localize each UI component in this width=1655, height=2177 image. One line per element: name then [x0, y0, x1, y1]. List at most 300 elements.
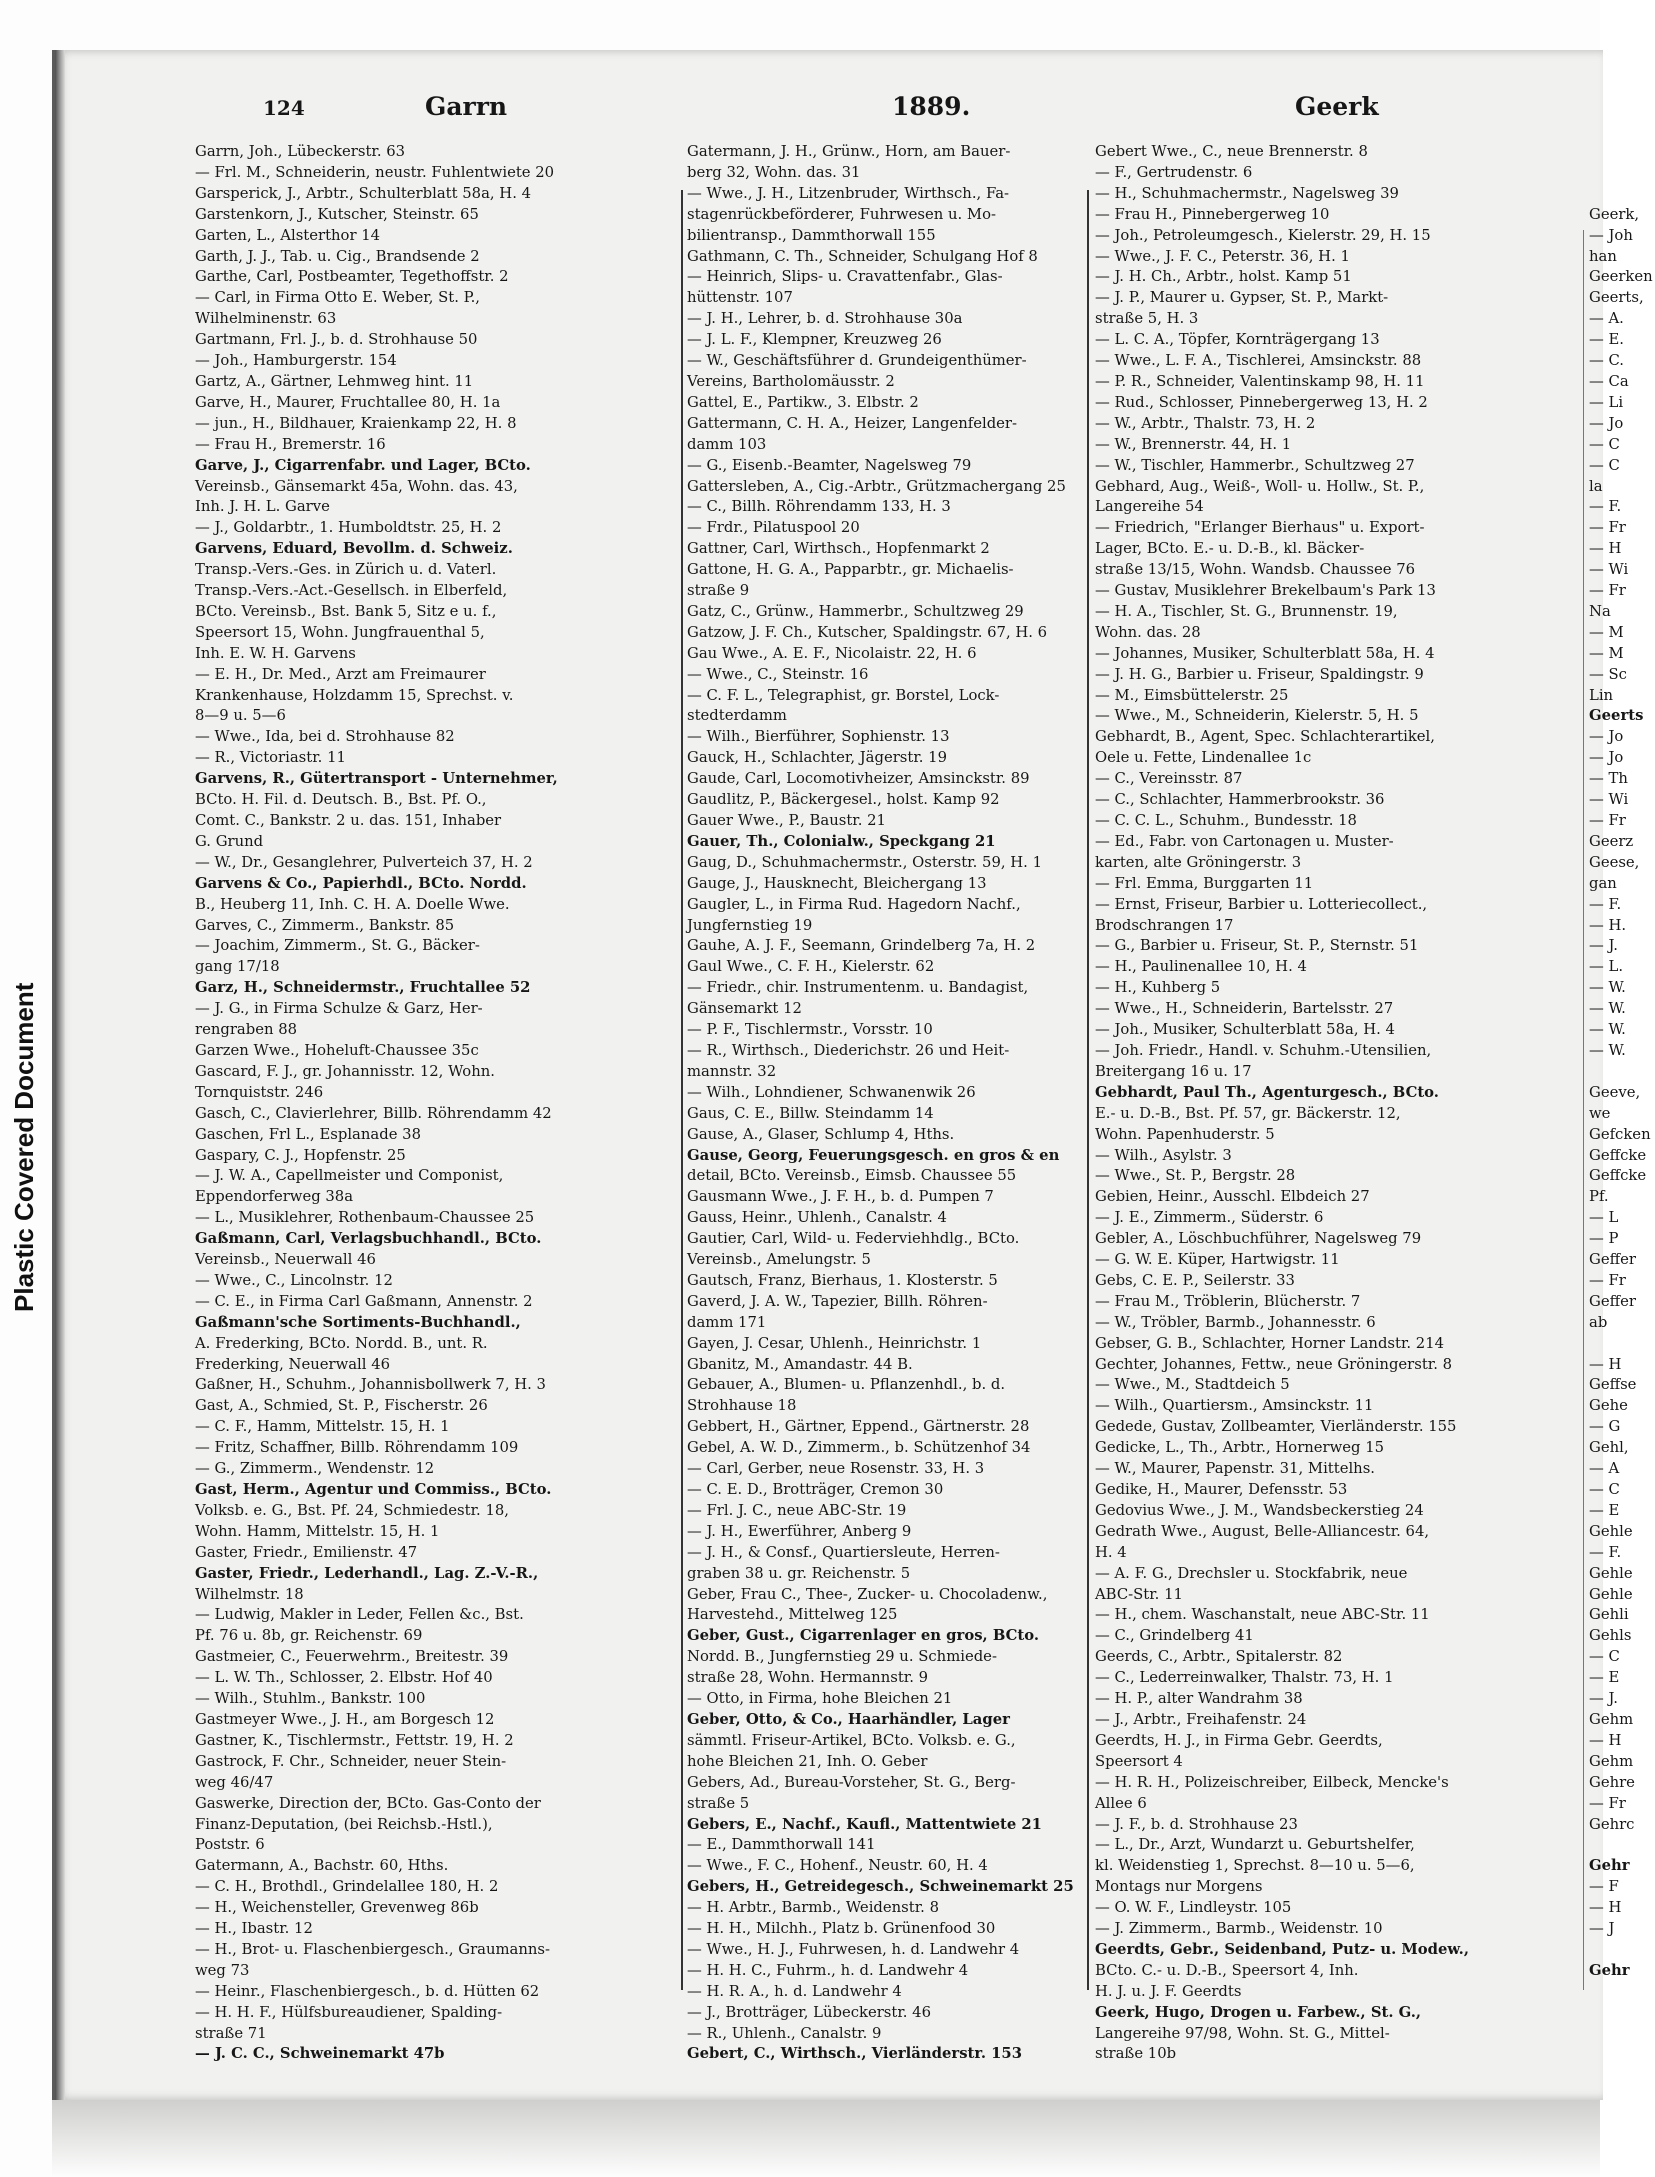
- directory-entry: Garvens, R., Gütertransport - Unternehmer,: [195, 770, 558, 788]
- directory-entry: Garve, H., Maurer, Fruchtallee 80, H. 1a: [195, 393, 501, 411]
- directory-entry: Garstenkorn, J., Kutscher, Steinstr. 65: [195, 205, 479, 223]
- directory-entry: Gebert, C., Wirthsch., Vierländerstr. 153: [687, 2045, 1023, 2063]
- directory-entry: — W.: [1589, 1000, 1626, 1018]
- directory-entry: Geffer: [1589, 1251, 1636, 1269]
- directory-entry: — W., Geschäftsführer d. Grundeigenthümer-: [687, 352, 1027, 370]
- directory-entry: Transp.-Vers.-Act.-Gesellsch. in Elberfeld,: [195, 582, 508, 600]
- directory-entry: Inh. J. H. L. Garve: [195, 498, 330, 516]
- directory-entry: Gebert Wwe., C., neue Brennerstr. 8: [1095, 143, 1368, 160]
- directory-entry: Gaudlitz, P., Bäckergesel., holst. Kamp 92: [687, 791, 1000, 809]
- directory-entry: — Gustav, Musiklehrer Brekelbaum's Park 13: [1095, 582, 1436, 600]
- directory-entry: Krankenhause, Holzdamm 15, Sprechst. v.: [195, 686, 514, 704]
- directory-entry: Gebhard, Aug., Weiß-, Woll- u. Hollw., St. P.,: [1095, 477, 1425, 495]
- directory-entry: Geeve,: [1589, 1083, 1641, 1101]
- directory-entry: Gaspary, C. J., Hopfenstr. 25: [195, 1146, 406, 1164]
- directory-entry: Lin: [1589, 686, 1614, 704]
- directory-entry: — J. H. Ch., Arbtr., holst. Kamp 51: [1095, 268, 1352, 286]
- directory-entry: Gebhardt, B., Agent, Spec. Schlachterartikel,: [1095, 728, 1435, 746]
- directory-entry: Gebbert, H., Gärtner, Eppend., Gärtnerstr. 28: [687, 1418, 1030, 1436]
- directory-entry: — Joh., Hamburgerstr. 154: [195, 352, 397, 370]
- directory-entry: [1589, 1334, 1655, 1355]
- directory-entry: la: [1589, 477, 1603, 495]
- directory-entry: Garvens, Eduard, Bevollm. d. Schweiz.: [195, 540, 513, 558]
- directory-entry: — H: [1589, 1899, 1622, 1917]
- directory-entry: Gehle: [1589, 1522, 1633, 1540]
- directory-entry: Garthe, Carl, Postbeamter, Tegethoffstr. 2: [195, 268, 509, 286]
- directory-entry: Gehm: [1589, 1752, 1634, 1770]
- directory-entry: 8—9 u. 5—6: [195, 707, 286, 725]
- directory-entry: — J.: [1589, 937, 1618, 955]
- directory-entry: — J. H. G., Barbier u. Friseur, Spaldingstr. 9: [1095, 665, 1424, 683]
- directory-entry: Gebs, C. E. P., Seilerstr. 33: [1095, 1271, 1295, 1289]
- directory-entry: — Otto, in Firma, hohe Bleichen 21: [687, 1690, 953, 1708]
- directory-entry: Breitergang 16 u. 17: [1095, 1062, 1252, 1080]
- directory-entry: Gau Wwe., A. E. F., Nicolaistr. 22, H. 6: [687, 644, 977, 662]
- directory-entry: — J. G., in Firma Schulze & Garz, Her-: [195, 1000, 483, 1018]
- directory-entry: Geerdts, H. J., in Firma Gebr. Geerdts,: [1095, 1731, 1383, 1749]
- directory-entry: Pf.: [1589, 1188, 1609, 1206]
- directory-entry: — Carl, Gerber, neue Rosenstr. 33, H. 3: [687, 1460, 985, 1478]
- directory-entry: — Wwe., J. F. C., Peterstr. 36, H. 1: [1095, 247, 1350, 265]
- directory-entry: — A.: [1589, 310, 1624, 328]
- column-divider: [681, 190, 683, 1990]
- directory-entry: Gaßmann, Carl, Verlagsbuchhandl., BCto.: [195, 1230, 542, 1248]
- directory-entry: sämmtl. Friseur-Artikel, BCto. Volksb. e. G.,: [687, 1731, 1016, 1749]
- directory-entry: — H: [1589, 1731, 1622, 1749]
- directory-entry: Gatermann, J. H., Grünw., Horn, am Bauer-: [687, 143, 1011, 160]
- header-left-keyword: Garrn: [425, 92, 508, 121]
- directory-entry: Gedrath Wwe., August, Belle-Alliancestr. 64,: [1095, 1522, 1430, 1540]
- directory-entry: — C. C. L., Schuhm., Bundesstr. 18: [1095, 812, 1357, 829]
- directory-entry: Gatermann, A., Bachstr. 60, Hths.: [195, 1857, 449, 1875]
- directory-entry: Gatz, C., Grünw., Hammerbr., Schultzweg 29: [687, 602, 1024, 620]
- directory-entry: Vereinsb., Gänsemarkt 45a, Wohn. das. 43,: [195, 477, 518, 495]
- directory-entry: — W., Brennerstr. 44, H. 1: [1095, 435, 1292, 453]
- directory-entry: — Wwe., M., Schneiderin, Kielerstr. 5, H. 5: [1095, 707, 1419, 725]
- directory-entry: Harvestehd., Mittelweg 125: [687, 1606, 898, 1624]
- directory-entry: weg 73: [195, 1961, 250, 1979]
- directory-entry: — Frau H., Bremerstr. 16: [195, 435, 386, 453]
- directory-entry: — L. C. A., Töpfer, Kornträgergang 13: [1095, 331, 1380, 349]
- directory-entry: — J., Brotträger, Lübeckerstr. 46: [687, 2003, 932, 2021]
- directory-entry: — Heinrich, Slips- u. Cravattenfabr., Glas-: [687, 268, 1003, 286]
- directory-entry: — C. E., in Firma Carl Gaßmann, Annenstr. 2: [195, 1292, 533, 1310]
- directory-entry: [1589, 184, 1655, 205]
- directory-entry: — Li: [1589, 393, 1624, 411]
- directory-entry: — Sc: [1589, 665, 1627, 683]
- directory-entry: Geber, Otto, & Co., Haarhändler, Lager: [687, 1710, 1010, 1728]
- directory-entry: Gebser, G. B., Schlachter, Horner Landstr. 214: [1095, 1334, 1445, 1352]
- directory-entry: — A: [1589, 1460, 1620, 1478]
- directory-entry: Gebler, A., Löschbuchführer, Nagelsweg 79: [1095, 1230, 1422, 1248]
- directory-entry: Geerts: [1589, 707, 1644, 725]
- directory-entry: — Fritz, Schaffner, Billb. Röhrendamm 109: [195, 1439, 519, 1457]
- directory-entry: Gasch, C., Clavierlehrer, Billb. Röhrendamm 42: [195, 1104, 552, 1122]
- directory-entry: Geerken: [1589, 268, 1653, 286]
- directory-entry: — H., Ibastr. 12: [195, 1920, 313, 1938]
- directory-entry: — W.: [1589, 1021, 1626, 1039]
- directory-entry: — Ca: [1589, 372, 1629, 390]
- directory-entry: hohe Bleichen 21, Inh. O. Geber: [687, 1752, 928, 1770]
- directory-entry: — Wilh., Quartiersm., Amsinckstr. 11: [1095, 1397, 1374, 1415]
- directory-entry: — M: [1589, 644, 1624, 662]
- directory-entry: Geerk,: [1589, 205, 1640, 223]
- directory-entry: — P. F., Tischlermstr., Vorsstr. 10: [687, 1021, 933, 1039]
- directory-entry: — Friedr., chir. Instrumentenm. u. Bandagist,: [687, 979, 1029, 997]
- directory-entry: Gehli: [1589, 1606, 1629, 1624]
- directory-entry: Gattone, H. G. A., Papparbtr., gr. Michaelis-: [687, 561, 1014, 579]
- directory-entry: — L., Dr., Arzt, Wundarzt u. Geburtshelfer,: [1095, 1836, 1415, 1854]
- column-divider: [1087, 190, 1089, 1990]
- directory-entry: — C. F. L., Telegraphist, gr. Borstel, Lock-: [687, 686, 1000, 704]
- directory-entry: Oele u. Fette, Lindenallee 1c: [1095, 749, 1312, 767]
- directory-entry: Speersort 4: [1095, 1752, 1183, 1770]
- directory-entry: — C., Grindelberg 41: [1095, 1627, 1254, 1645]
- directory-entry: Gaschen, Frl L., Esplanade 38: [195, 1125, 421, 1143]
- directory-entry: — Ed., Fabr. von Cartonagen u. Muster-: [1095, 832, 1394, 850]
- directory-entry: Gehr: [1589, 1961, 1630, 1979]
- directory-entry: Gehrc: [1589, 1815, 1635, 1833]
- directory-entry: detail, BCto. Vereinsb., Eimsb. Chaussee 55: [687, 1167, 1017, 1185]
- directory-entry: — Joh., Petroleumgesch., Kielerstr. 29, H. 15: [1095, 226, 1431, 244]
- directory-entry: — H., Schuhmachermstr., Nagelsweg 39: [1095, 184, 1399, 202]
- directory-entry: — H: [1589, 540, 1622, 558]
- directory-entry: Gedike, H., Maurer, Defensstr. 53: [1095, 1481, 1348, 1498]
- directory-entry: Pf. 76 u. 8b, gr. Reichenstr. 69: [195, 1627, 423, 1645]
- directory-entry: Gehr: [1589, 1857, 1630, 1875]
- directory-entry: Gbanitz, M., Amandastr. 44 B.: [687, 1355, 913, 1373]
- directory-entry: Geffer: [1589, 1292, 1636, 1310]
- directory-entry: Gehm: [1589, 1710, 1634, 1728]
- directory-entry: — Frl. J. C., neue ABC-Str. 19: [687, 1501, 907, 1519]
- directory-entry: Geerk, Hugo, Drogen u. Farbew., St. G.,: [1095, 2003, 1422, 2021]
- directory-entry: — Ludwig, Makler in Leder, Fellen &c., Bst.: [195, 1606, 524, 1624]
- directory-entry: Nordd. B., Jungfernstieg 29 u. Schmiede-: [687, 1648, 997, 1666]
- directory-entry: Wohn. das. 28: [1095, 623, 1201, 641]
- directory-entry: Gebel, A. W. D., Zimmerm., b. Schützenhof 34: [687, 1439, 1031, 1457]
- directory-entry: Strohhause 18: [687, 1397, 797, 1415]
- directory-entry: Gauck, H., Schlachter, Jägerstr. 19: [687, 749, 948, 767]
- directory-entry: Geerts,: [1589, 289, 1644, 307]
- directory-entry: — C: [1589, 1481, 1620, 1498]
- directory-entry: — C., Billh. Röhrendamm 133, H. 3: [687, 498, 951, 516]
- directory-entry: — C: [1589, 456, 1620, 474]
- directory-entry: — J. H., Ewerführer, Anberg 9: [687, 1522, 912, 1540]
- directory-entry: Jungfernstieg 19: [687, 916, 813, 934]
- directory-entry: Gastmeier, C., Feuerwehrm., Breitestr. 39: [195, 1648, 509, 1666]
- directory-entry: — Th: [1589, 770, 1628, 788]
- directory-entry: G. Grund: [195, 832, 264, 850]
- directory-entry: — Frl. M., Schneiderin, neustr. Fuhlentwiete 20: [195, 163, 555, 181]
- directory-entry: stagenrückbeförderer, Fuhrwesen u. Mo-: [687, 205, 996, 223]
- book-binding: [55, 50, 65, 2100]
- directory-entry: Gedicke, L., Th., Arbtr., Hornerweg 15: [1095, 1439, 1385, 1457]
- directory-entry: BCto. Vereinsb., Bst. Bank 5, Sitz e u. f.,: [195, 602, 497, 620]
- directory-entry: Gehe: [1589, 1397, 1628, 1415]
- directory-entry: — W., Maurer, Papenstr. 31, Mittelhs.: [1095, 1460, 1376, 1478]
- directory-entry: Geese,: [1589, 853, 1640, 871]
- directory-entry: Transp.-Vers.-Ges. in Zürich u. d. Vaterl.: [195, 561, 497, 579]
- directory-entry: Gauss, Heinr., Uhlenh., Canalstr. 4: [687, 1209, 947, 1227]
- directory-entry: — Frau M., Tröblerin, Blücherstr. 7: [1095, 1292, 1361, 1310]
- directory-entry: Garsperick, J., Arbtr., Schulterblatt 58a, H. 4: [195, 184, 532, 202]
- directory-entry: Gayen, J. Cesar, Uhlenh., Heinrichstr. 1: [687, 1334, 982, 1352]
- directory-entry: Inh. E. W. H. Garvens: [195, 644, 356, 662]
- directory-entry: — J. W. A., Capellmeister und Componist,: [195, 1167, 504, 1185]
- directory-entry: Eppendorferweg 38a: [195, 1188, 354, 1206]
- page-header: [115, 92, 1465, 132]
- directory-entry: — H. H., Milchh., Platz b. Grünenfood 30: [687, 1920, 996, 1938]
- directory-entry: — J., Arbtr., Freihafenstr. 24: [1095, 1710, 1307, 1728]
- directory-entry: Geber, Gust., Cigarrenlager en gros, BCto.: [687, 1627, 1039, 1645]
- directory-entry: — J: [1589, 1920, 1615, 1938]
- directory-entry: E.- u. D.-B., Bst. Pf. 57, gr. Bäckerstr. 12,: [1095, 1104, 1401, 1122]
- directory-entry: — Wi: [1589, 791, 1629, 809]
- directory-entry: Gast, Herm., Agentur und Commiss., BCto.: [195, 1481, 552, 1498]
- directory-entry: Geerdts, Gebr., Seidenband, Putz- u. Modew.,: [1095, 1940, 1469, 1958]
- directory-entry: Gathmann, C. Th., Schneider, Schulgang Hof 8: [687, 247, 1038, 265]
- directory-entry: Gastner, K., Tischlermstr., Fettstr. 19, H. 2: [195, 1731, 514, 1749]
- directory-entry: we: [1589, 1104, 1611, 1122]
- directory-entry: — Wi: [1589, 561, 1629, 579]
- directory-entry: — Wwe., St. P., Bergstr. 28: [1095, 1167, 1296, 1185]
- directory-entry: Geber, Frau C., Thee-, Zucker- u. Chocoladenw.,: [687, 1585, 1048, 1603]
- directory-entry: — W.: [1589, 1041, 1626, 1059]
- directory-entry: — H., Kuhberg 5: [1095, 979, 1221, 997]
- header-right-keyword: Geerk: [1295, 92, 1379, 121]
- directory-entry: Gehl,: [1589, 1439, 1629, 1457]
- directory-entry: han: [1589, 247, 1617, 265]
- directory-entry: — W., Dr., Gesanglehrer, Pulverteich 37, H. 2: [195, 853, 533, 871]
- directory-entry: straße 10b: [1095, 2045, 1177, 2063]
- directory-entry: — Joh., Musiker, Schulterblatt 58a, H. 4: [1095, 1021, 1395, 1039]
- directory-entry: stedterdamm: [687, 707, 787, 725]
- directory-entry: — L., Musiklehrer, Rothenbaum-Chaussee 25: [195, 1209, 535, 1227]
- directory-entry: — Jo: [1589, 749, 1624, 767]
- directory-entry: [1589, 1835, 1655, 1856]
- directory-entry: straße 13/15, Wohn. Wandsb. Chaussee 76: [1095, 561, 1416, 579]
- directory-entry: straße 5: [687, 1794, 750, 1812]
- directory-entry: berg 32, Wohn. das. 31: [687, 163, 861, 181]
- directory-entry: — M: [1589, 623, 1624, 641]
- directory-entry: Gehle: [1589, 1564, 1633, 1582]
- directory-entry: A. Frederking, BCto. Nordd. B., unt. R.: [195, 1334, 488, 1352]
- directory-entry: Brodschrangen 17: [1095, 916, 1234, 934]
- directory-entry: — Fr: [1589, 519, 1626, 537]
- directory-entry: Gascard, F. J., gr. Johannisstr. 12, Wohn.: [195, 1062, 495, 1080]
- directory-entry: — Carl, in Firma Otto E. Weber, St. P.,: [195, 289, 480, 307]
- directory-entry: Frederking, Neuerwall 46: [195, 1355, 391, 1373]
- directory-entry: — Fr: [1589, 812, 1626, 829]
- directory-entry: — J. P., Maurer u. Gypser, St. P., Markt-: [1095, 289, 1389, 307]
- directory-entry: Geffse: [1589, 1376, 1637, 1394]
- directory-entry: Geerds, C., Arbtr., Spitalerstr. 82: [1095, 1648, 1343, 1666]
- directory-entry: Geffcke: [1589, 1167, 1647, 1185]
- directory-entry: Gaswerke, Direction der, BCto. Gas-Conto der: [195, 1794, 541, 1812]
- directory-entry: Finanz-Deputation, (bei Reichsb.-Hstl.),: [195, 1815, 493, 1833]
- directory-entry: — H., chem. Waschanstalt, neue ABC-Str. 11: [1095, 1606, 1430, 1624]
- directory-page: [52, 50, 1653, 2100]
- directory-entry: — Jo: [1589, 728, 1624, 746]
- directory-entry: Gauge, J., Hausknecht, Bleichergang 13: [687, 874, 987, 892]
- directory-entry: — O. W. F., Lindleystr. 105: [1095, 1899, 1292, 1917]
- directory-entry: Gefcken: [1589, 1125, 1651, 1143]
- directory-entry: Garrn, Joh., Lübeckerstr. 63: [195, 143, 406, 160]
- directory-entry: — C: [1589, 1648, 1620, 1666]
- directory-entry: Lager, BCto. E.- u. D.-B., kl. Bäcker-: [1095, 540, 1365, 558]
- column-1: [195, 142, 673, 2065]
- directory-entry: — G: [1589, 1418, 1621, 1436]
- directory-entry: Wohn. Hamm, Mittelstr. 15, H. 1: [195, 1522, 440, 1540]
- directory-entry: — W.: [1589, 979, 1626, 997]
- directory-entry: Gebers, H., Getreidegesch., Schweinemarkt 25: [687, 1878, 1074, 1896]
- directory-entry: — C. H., Brothdl., Grindelallee 180, H. 2: [195, 1878, 499, 1896]
- directory-entry: rengraben 88: [195, 1021, 298, 1039]
- directory-entry: — Wwe., H. J., Fuhrwesen, h. d. Landwehr 4: [687, 1940, 1020, 1958]
- column-2: [687, 142, 1083, 2065]
- directory-entry: hüttenstr. 107: [687, 289, 793, 307]
- directory-entry: Gänsemarkt 12: [687, 1000, 802, 1018]
- directory-entry: Gehls: [1589, 1627, 1632, 1645]
- directory-entry: straße 9: [687, 582, 750, 600]
- directory-entry: [1589, 142, 1655, 163]
- directory-entry: Volksb. e. G., Bst. Pf. 24, Schmiedestr. 18,: [195, 1501, 509, 1519]
- directory-entry: ABC-Str. 11: [1095, 1585, 1183, 1603]
- directory-entry: Gausmann Wwe., J. F. H., b. d. Pumpen 7: [687, 1188, 994, 1206]
- directory-entry: — Johannes, Musiker, Schulterblatt 58a, H. 4: [1095, 644, 1435, 662]
- directory-entry: Vereinsb., Neuerwall 46: [195, 1251, 376, 1269]
- directory-entry: Gaverd, J. A. W., Tapezier, Billh. Röhren-: [687, 1292, 988, 1310]
- directory-entry: gang 17/18: [195, 958, 280, 976]
- directory-entry: [1589, 1062, 1655, 1083]
- directory-entry: — W., Tröbler, Barmb., Johannesstr. 6: [1095, 1313, 1376, 1331]
- directory-entry: — Friedrich, "Erlanger Bierhaus" u. Export-: [1095, 519, 1425, 537]
- side-label: Plastic Covered Document: [9, 982, 39, 1312]
- page-gutter: [1583, 230, 1584, 1990]
- directory-entry: Allee 6: [1095, 1794, 1147, 1812]
- directory-entry: — F.: [1589, 895, 1622, 913]
- directory-entry: — E: [1589, 1501, 1620, 1519]
- column-3: [1095, 142, 1505, 2065]
- directory-entry: — J., Goldarbtr., 1. Humboldtstr. 25, H. 2: [195, 519, 502, 537]
- directory-entry: — Wwe., L. F. A., Tischlerei, Amsinckstr. 88: [1095, 352, 1422, 370]
- directory-entry: — Fr: [1589, 582, 1626, 600]
- directory-entry: Montags nur Morgens: [1095, 1878, 1263, 1896]
- directory-entry: bilientransp., Dammthorwall 155: [687, 226, 936, 244]
- directory-entry: — R., Uhlenh., Canalstr. 9: [687, 2024, 882, 2042]
- directory-entry: B., Heuberg 11, Inh. C. H. A. Doelle Wwe.: [195, 895, 510, 913]
- directory-entry: — W., Arbtr., Thalstr. 73, H. 2: [1095, 414, 1316, 432]
- directory-entry: — Wwe., F. C., Hohenf., Neustr. 60, H. 4: [687, 1857, 988, 1875]
- directory-entry: — L: [1589, 1209, 1619, 1227]
- directory-entry: Gause, Georg, Feuerungsgesch. en gros & en: [687, 1146, 1060, 1164]
- directory-entry: — Wilh., Lohndiener, Schwanenwik 26: [687, 1083, 976, 1101]
- directory-entry: Gebhardt, Paul Th., Agenturgesch., BCto.: [1095, 1083, 1439, 1101]
- directory-entry: Tornquiststr. 246: [195, 1083, 324, 1101]
- directory-entry: BCto. C.- u. D.-B., Speersort 4, Inh.: [1095, 1961, 1359, 1979]
- directory-entry: Gaus, C. E., Billw. Steindamm 14: [687, 1104, 934, 1122]
- directory-entry: — C., Vereinsstr. 87: [1095, 770, 1243, 788]
- directory-entry: — J.: [1589, 1690, 1618, 1708]
- header-year: 1889.: [892, 92, 971, 121]
- directory-entry: Gebers, E., Nachf., Kaufl., Mattentwiete 21: [687, 1815, 1042, 1833]
- directory-entry: Gechter, Johannes, Fettw., neue Gröningerstr. 8: [1095, 1355, 1453, 1373]
- directory-entry: Gaude, Carl, Locomotivheizer, Amsinckstr. 89: [687, 770, 1030, 788]
- directory-entry: — Wwe., H., Schneiderin, Bartelsstr. 27: [1095, 1000, 1394, 1018]
- directory-entry: — G., Eisenb.-Beamter, Nagelsweg 79: [687, 456, 972, 474]
- directory-entry: — H.: [1589, 916, 1627, 934]
- directory-entry: Garves, C., Zimmerm., Bankstr. 85: [195, 916, 455, 934]
- directory-entry: — H. Arbtr., Barmb., Weidenstr. 8: [687, 1899, 939, 1917]
- directory-entry: — Rud., Schlosser, Pinnebergerweg 13, H. 2: [1095, 393, 1428, 411]
- directory-entry: Gauhe, A. J. F., Seemann, Grindelberg 7a, H. 2: [687, 937, 1036, 955]
- directory-entry: — Wwe., C., Steinstr. 16: [687, 665, 869, 683]
- directory-entry: straße 28, Wohn. Hermannstr. 9: [687, 1669, 929, 1687]
- directory-entry: graben 38 u. gr. Reichenstr. 5: [687, 1564, 911, 1582]
- directory-entry: straße 5, H. 3: [1095, 310, 1199, 328]
- directory-entry: straße 71: [195, 2024, 267, 2042]
- scan-bottom-edge: [52, 2100, 1600, 2177]
- directory-entry: Garvens & Co., Papierhdl., BCto. Nordd.: [195, 874, 527, 892]
- directory-entry: Vereinsb., Amelungstr. 5: [687, 1251, 871, 1269]
- directory-entry: — F., Gertrudenstr. 6: [1095, 163, 1253, 181]
- directory-entry: H. 4: [1095, 1543, 1127, 1561]
- directory-entry: — G., Zimmerm., Wendenstr. 12: [195, 1460, 435, 1478]
- directory-entry: Langereihe 97/98, Wohn. St. G., Mittel-: [1095, 2024, 1390, 2042]
- directory-entry: Gauer, Th., Colonialw., Speckgang 21: [687, 832, 996, 850]
- directory-entry: — H. R. H., Polizeischreiber, Eilbeck, Mencke's: [1095, 1773, 1449, 1791]
- directory-entry: — H., Weichensteller, Grevenweg 86b: [195, 1899, 479, 1917]
- directory-entry: — Joachim, Zimmerm., St. G., Bäcker-: [195, 937, 480, 955]
- directory-entry: — jun., H., Bildhauer, Kraienkamp 22, H. 8: [195, 414, 517, 432]
- directory-entry: damm 171: [687, 1313, 767, 1331]
- directory-entry: Langereihe 54: [1095, 498, 1204, 516]
- directory-entry: — J. L. F., Klempner, Kreuzweg 26: [687, 331, 942, 349]
- directory-entry: — R., Victoriastr. 11: [195, 749, 346, 767]
- directory-entry: Gaßmann'sche Sortiments-Buchhandl.,: [195, 1313, 521, 1331]
- directory-entry: — C.: [1589, 352, 1624, 370]
- directory-entry: — Wilh., Bierführer, Sophienstr. 13: [687, 728, 950, 746]
- directory-entry: Gebien, Heinr., Ausschl. Elbdeich 27: [1095, 1188, 1370, 1206]
- directory-entry: — Wilh., Stuhlm., Bankstr. 100: [195, 1690, 426, 1708]
- directory-entry: Gast, A., Schmied, St. P., Fischerstr. 26: [195, 1397, 488, 1415]
- directory-entry: — R., Wirthsch., Diederichstr. 26 und Heit-: [687, 1041, 1010, 1059]
- page-number: 124: [263, 96, 305, 120]
- directory-entry: — Joh. Friedr., Handl. v. Schuhm.-Utensilien,: [1095, 1041, 1432, 1059]
- directory-entry: — H. H. F., Hülfsbureaudiener, Spalding-: [195, 2003, 503, 2021]
- directory-entry: — Wilh., Asylstr. 3: [1095, 1146, 1232, 1164]
- directory-entry: Gedovius Wwe., J. M., Wandsbeckerstieg 24: [1095, 1501, 1424, 1519]
- directory-entry: — E: [1589, 1669, 1620, 1687]
- directory-entry: mannstr. 32: [687, 1062, 777, 1080]
- directory-entry: Gauer Wwe., P., Baustr. 21: [687, 812, 886, 829]
- directory-entry: — Wwe., C., Lincolnstr. 12: [195, 1271, 393, 1289]
- directory-entry: — Frl. Emma, Burggarten 11: [1095, 874, 1314, 892]
- directory-entry: — Fr: [1589, 1271, 1626, 1289]
- directory-entry: — C: [1589, 435, 1620, 453]
- directory-entry: Gebers, Ad., Bureau-Vorsteher, St. G., Berg-: [687, 1773, 1016, 1791]
- directory-entry: Vereins, Bartholomäusstr. 2: [687, 372, 895, 390]
- directory-entry: Gatzow, J. F. Ch., Kutscher, Spaldingstr. 67, H. 6: [687, 623, 1048, 641]
- directory-entry: — H. P., alter Wandrahm 38: [1095, 1690, 1303, 1708]
- directory-entry: [1589, 163, 1655, 184]
- directory-entry: — J. H., & Consf., Quartiersleute, Herren-: [687, 1543, 1000, 1561]
- directory-entry: BCto. H. Fil. d. Deutsch. B., Bst. Pf. O.,: [195, 791, 487, 809]
- directory-entry: Garzen Wwe., Hoheluft-Chaussee 35c: [195, 1041, 479, 1059]
- directory-entry: — J. E., Zimmerm., Süderstr. 6: [1095, 1209, 1324, 1227]
- directory-entry: Gastrock, F. Chr., Schneider, neuer Stein-: [195, 1752, 507, 1770]
- directory-entry: Gause, A., Glaser, Schlump 4, Hths.: [687, 1125, 955, 1143]
